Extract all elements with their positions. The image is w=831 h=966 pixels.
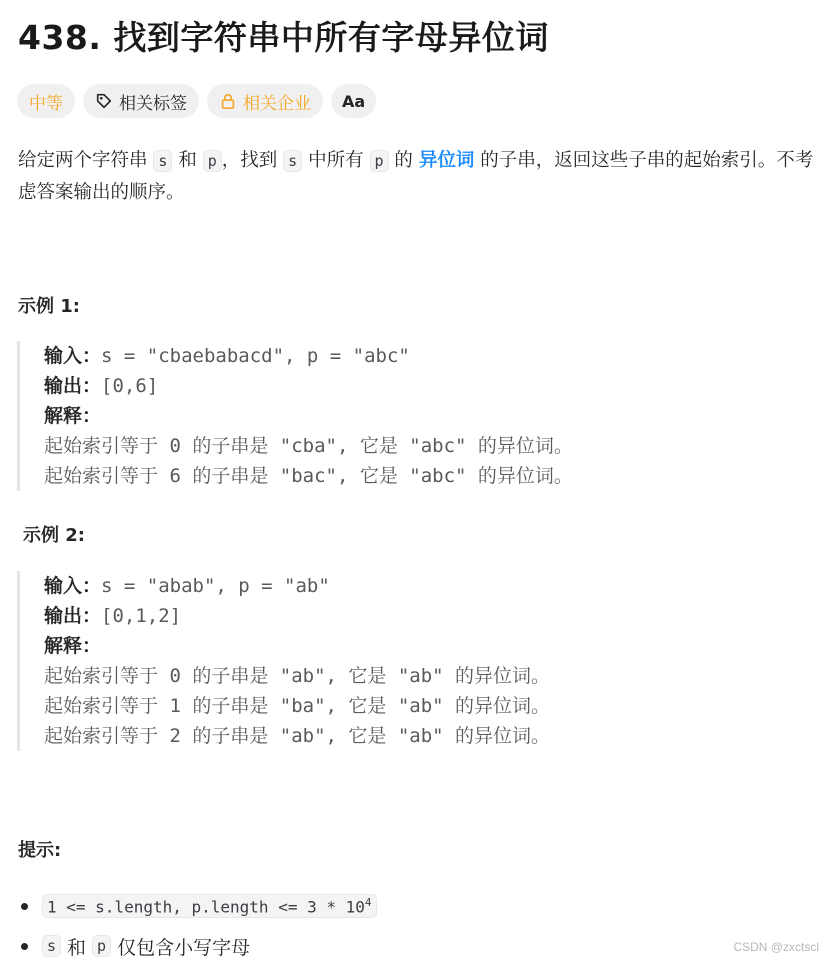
output-label: 输出： (44, 375, 102, 397)
translate-button[interactable] (331, 84, 376, 118)
inline-code-p: p (203, 150, 222, 172)
watermark: CSDN @zxctscl (733, 940, 819, 954)
related-tags-label: 相关标签 (119, 93, 187, 114)
example-1-block (17, 341, 573, 491)
explanation-line: 起始索引等于 0 的子串是 "ab", 它是 "ab" 的异位词。 (44, 665, 551, 687)
problem-title: 438. 找到字符串中所有字母异位词 (18, 18, 549, 57)
inline-code-s: s (42, 935, 61, 957)
explanation-line: 起始索引等于 2 的子串是 "ab", 它是 "ab" 的异位词。 (44, 725, 551, 747)
inline-code-p: p (92, 935, 111, 957)
tag-icon (95, 92, 113, 110)
inline-code-s: s (153, 150, 172, 172)
constraints-title: 提示: (18, 840, 62, 861)
problem-description (18, 145, 823, 208)
desc-text: 的 (394, 150, 413, 171)
list-item (18, 886, 377, 926)
example-1-title: 示例 1: (18, 296, 80, 317)
related-companies-button[interactable] (207, 84, 323, 118)
bullet-dot (21, 903, 28, 910)
output-label: 输出： (44, 605, 102, 627)
related-companies-label: 相关企业 (243, 93, 311, 114)
list-item (18, 926, 377, 966)
example-input: s = "cbaebabacd", p = "abc" (101, 345, 410, 367)
constraint-code-text: 1 <= s.length, p.length <= 3 * 10 (47, 897, 365, 917)
explain-label: 解释： (44, 405, 102, 427)
explanation-line: 起始索引等于 1 的子串是 "ba", 它是 "ab" 的异位词。 (44, 695, 551, 717)
constraint-code (42, 894, 377, 918)
related-tags-button[interactable] (83, 84, 199, 118)
explain-label: 解释： (44, 635, 102, 657)
translate-icon: Aa (342, 91, 366, 111)
difficulty-label: 中等 (29, 93, 63, 114)
input-label: 输入： (44, 345, 102, 367)
example-input: s = "abab", p = "ab" (101, 575, 330, 597)
example-output: [0,1,2] (101, 605, 182, 627)
example-output: [0,6] (101, 375, 159, 397)
bullet-dot (21, 943, 28, 950)
constraint-text: 和 (67, 936, 87, 959)
example-2-title: 示例 2: (23, 525, 85, 546)
desc-text: 的子串，返回这些子串的起始索引。不考虑答案输出的顺序。 (18, 150, 814, 203)
desc-text: 和 (178, 150, 197, 171)
desc-text: 中所有 (308, 150, 364, 171)
explanation-line: 起始索引等于 6 的子串是 "bac", 它是 "abc" 的异位词。 (44, 465, 573, 487)
desc-text: 给定两个字符串 (18, 150, 148, 171)
constraint-text: 仅包含小写字母 (117, 936, 251, 959)
inline-code-s: s (283, 150, 302, 172)
inline-code-p: p (370, 150, 389, 172)
desc-text: ，找到 (221, 150, 278, 171)
lock-icon (219, 92, 237, 110)
difficulty-badge[interactable] (17, 84, 75, 118)
tag-bar (17, 84, 376, 118)
input-label: 输入： (44, 575, 102, 597)
constraints-list (18, 886, 377, 966)
anagram-link[interactable]: 异位词 (418, 150, 475, 171)
explanation-line: 起始索引等于 0 的子串是 "cba", 它是 "abc" 的异位词。 (44, 435, 573, 457)
example-2-block (17, 571, 550, 751)
constraint-exponent: 4 (364, 895, 372, 909)
